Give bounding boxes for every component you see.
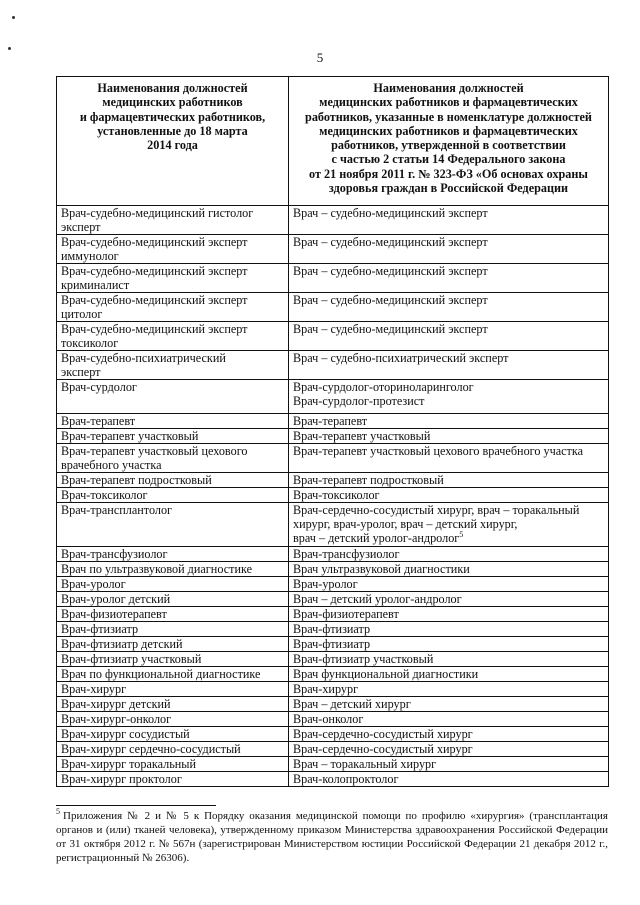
table-row (57, 772, 609, 787)
old-position-cell: Врач-токсиколог (57, 488, 289, 503)
old-position-cell: Врач-терапевт подростковый (57, 473, 289, 488)
old-position-cell: Врач-фтизиатр (57, 622, 289, 637)
table-row (57, 667, 609, 682)
new-position-text: Врач-сердечно-сосудистый хирург, врач – торакальный хирург, врач-уролог, врач – детский хирург, врач – детский уролог-андролог (293, 503, 580, 545)
table-row (57, 637, 609, 652)
new-position-cell (289, 562, 609, 577)
new-position-text: Врач-хирург (293, 682, 359, 696)
table-row (57, 473, 609, 488)
new-position-cell (289, 637, 609, 652)
table-row (57, 682, 609, 697)
table-row (57, 622, 609, 637)
page-number: 5 (316, 50, 324, 65)
table-row (57, 429, 609, 444)
new-position-text: Врач-сердечно-сосудистый хирург (293, 727, 473, 741)
new-position-text: Врач-физиотерапевт (293, 607, 399, 621)
table-body (57, 206, 609, 787)
old-position-cell: Врач-судебно-медицинский гистолог эксперт (57, 206, 289, 235)
table-row (57, 414, 609, 429)
old-position-cell: Врач-терапевт (57, 414, 289, 429)
new-position-cell (289, 742, 609, 757)
old-position-cell: Врач-трансфузиолог (57, 547, 289, 562)
table-row (57, 293, 609, 322)
old-position-cell: Врач-фтизиатр детский (57, 637, 289, 652)
table-row (57, 652, 609, 667)
new-position-cell (289, 622, 609, 637)
new-position-text: Врач-фтизиатр (293, 622, 371, 636)
old-position-cell: Врач-уролог (57, 577, 289, 592)
new-position-text: Врач функциональной диагностики (293, 667, 479, 681)
new-position-text: Врач – детский хирург (293, 697, 411, 711)
table-row (57, 206, 609, 235)
old-position-cell: Врач по функциональной диагностике (57, 667, 289, 682)
table-row (57, 547, 609, 562)
header-old-positions: Наименования должностей медицинских работников и фармацевтических работников, установленные до 18 марта 2014 года (57, 77, 289, 206)
new-position-cell (289, 652, 609, 667)
new-position-cell (289, 772, 609, 787)
new-position-text: Врач – судебно-психиатрический эксперт (293, 351, 509, 365)
scan-mark (12, 16, 15, 19)
old-position-cell: Врач-судебно-медицинский эксперт цитолог (57, 293, 289, 322)
new-position-text: Врач – судебно-медицинский эксперт (293, 235, 488, 249)
new-position-text: Врач-токсиколог (293, 488, 380, 502)
table-row (57, 351, 609, 380)
old-position-cell: Врач-хирург сосудистый (57, 727, 289, 742)
new-position-text: Врач – торакальный хирург (293, 757, 437, 771)
new-position-cell (289, 757, 609, 772)
table-row (57, 742, 609, 757)
positions-table (56, 76, 609, 787)
old-position-cell: Врач-судебно-психиатрический эксперт (57, 351, 289, 380)
new-position-text: Врач-фтизиатр участковый (293, 652, 434, 666)
old-position-cell: Врач-хирург торакальный (57, 757, 289, 772)
new-position-text: Врач-онколог (293, 712, 364, 726)
new-position-text: Врач-трансфузиолог (293, 547, 400, 561)
new-position-cell (289, 667, 609, 682)
footnote-reference: 5 (459, 529, 464, 539)
old-position-cell: Врач-хирург сердечно-сосудистый (57, 742, 289, 757)
old-position-cell: Врач-трансплантолог (57, 503, 289, 547)
table-row (57, 712, 609, 727)
old-position-cell: Врач-хирург проктолог (57, 772, 289, 787)
table-row (57, 444, 609, 473)
new-position-text: Врач – судебно-медицинский эксперт (293, 293, 488, 307)
new-position-cell (289, 293, 609, 322)
new-position-text: Врач – судебно-медицинский эксперт (293, 264, 488, 278)
table-row (57, 577, 609, 592)
new-position-cell (289, 712, 609, 727)
new-position-cell (289, 682, 609, 697)
table-row (57, 697, 609, 712)
new-position-cell (289, 414, 609, 429)
footnote-text: Приложения № 2 и № 5 к Порядку оказания медицинской помощи по профилю «хирургия» (трансплантация органов и (или) тканей человека), утвержденному приказом Министерства здравоохранения Российской Федерации от 31 октября 2012 г. № 567н (зарегистрирован Министерством юстиции Российской Федерации 21 декабря 2012 г., регистрационный № 26306). (56, 810, 608, 864)
new-position-text: Врач-колопроктолог (293, 772, 399, 786)
new-position-text: Врач-терапевт подростковый (293, 473, 444, 487)
new-position-cell (289, 380, 609, 414)
new-position-text: Врач – судебно-медицинский эксперт (293, 206, 488, 220)
new-position-text: Врач – судебно-медицинский эксперт (293, 322, 488, 336)
old-position-cell: Врач-уролог детский (57, 592, 289, 607)
new-position-text: Врач – детский уролог-андролог (293, 592, 462, 606)
new-position-cell (289, 607, 609, 622)
table-row (57, 488, 609, 503)
old-position-cell: Врач-судебно-медицинский эксперт иммунолог (57, 235, 289, 264)
table-row (57, 264, 609, 293)
new-position-cell (289, 547, 609, 562)
old-position-cell: Врач-физиотерапевт (57, 607, 289, 622)
table-row (57, 592, 609, 607)
old-position-cell: Врач-фтизиатр участковый (57, 652, 289, 667)
table-row (57, 607, 609, 622)
new-position-cell (289, 577, 609, 592)
footnote-mark: 5 (56, 807, 60, 817)
table-row (57, 562, 609, 577)
new-position-cell (289, 488, 609, 503)
new-position-text: Врач-уролог (293, 577, 358, 591)
new-position-cell (289, 351, 609, 380)
table-row (57, 235, 609, 264)
new-position-text: Врач-терапевт (293, 414, 368, 428)
old-position-cell: Врач-хирург-онколог (57, 712, 289, 727)
new-position-text: Врач-фтизиатр (293, 637, 371, 651)
new-position-cell (289, 503, 609, 547)
new-position-cell (289, 473, 609, 488)
new-position-cell (289, 429, 609, 444)
scan-mark (8, 47, 11, 50)
new-position-text: Врач-сердечно-сосудистый хирург (293, 742, 473, 756)
old-position-cell: Врач-хирург детский (57, 697, 289, 712)
new-position-cell (289, 235, 609, 264)
new-position-cell (289, 727, 609, 742)
new-position-cell (289, 697, 609, 712)
old-position-cell: Врач-судебно-медицинский эксперт токсиколог (57, 322, 289, 351)
new-position-text: Врач-терапевт участковый цехового врачебного участка (293, 444, 584, 458)
new-position-text: Врач-сурдолог-оториноларинголог Врач-сурдолог-протезист (293, 380, 474, 408)
table-row (57, 380, 609, 414)
old-position-cell: Врач-хирург (57, 682, 289, 697)
footnote (56, 809, 608, 865)
table-row (57, 322, 609, 351)
new-position-cell (289, 322, 609, 351)
new-position-cell (289, 264, 609, 293)
new-position-text: Врач ультразвуковой диагностики (293, 562, 470, 576)
old-position-cell: Врач-сурдолог (57, 380, 289, 414)
new-position-cell (289, 206, 609, 235)
old-position-cell: Врач по ультразвуковой диагностике (57, 562, 289, 577)
table-row (57, 727, 609, 742)
table-row (57, 757, 609, 772)
footnote-divider (56, 805, 216, 806)
new-position-cell (289, 444, 609, 473)
header-new-positions: Наименования должностей медицинских работников и фармацевтических работников, указанные в номенклатуре должностей медицинских работников и фармацевтических работников, утвержденной в соответствии с частью 2 статьи 14 Федерального закона от 21 ноября 2011 г. № 323-ФЗ «Об основах охраны здоровья граждан в Российской Федерации (289, 77, 609, 206)
old-position-cell: Врач-терапевт участковый цехового врачебного участка (57, 444, 289, 473)
table-row (57, 503, 609, 547)
old-position-cell: Врач-терапевт участковый (57, 429, 289, 444)
table-header-row (57, 77, 609, 206)
new-position-cell (289, 592, 609, 607)
old-position-cell: Врач-судебно-медицинский эксперт криминалист (57, 264, 289, 293)
new-position-text: Врач-терапевт участковый (293, 429, 431, 443)
